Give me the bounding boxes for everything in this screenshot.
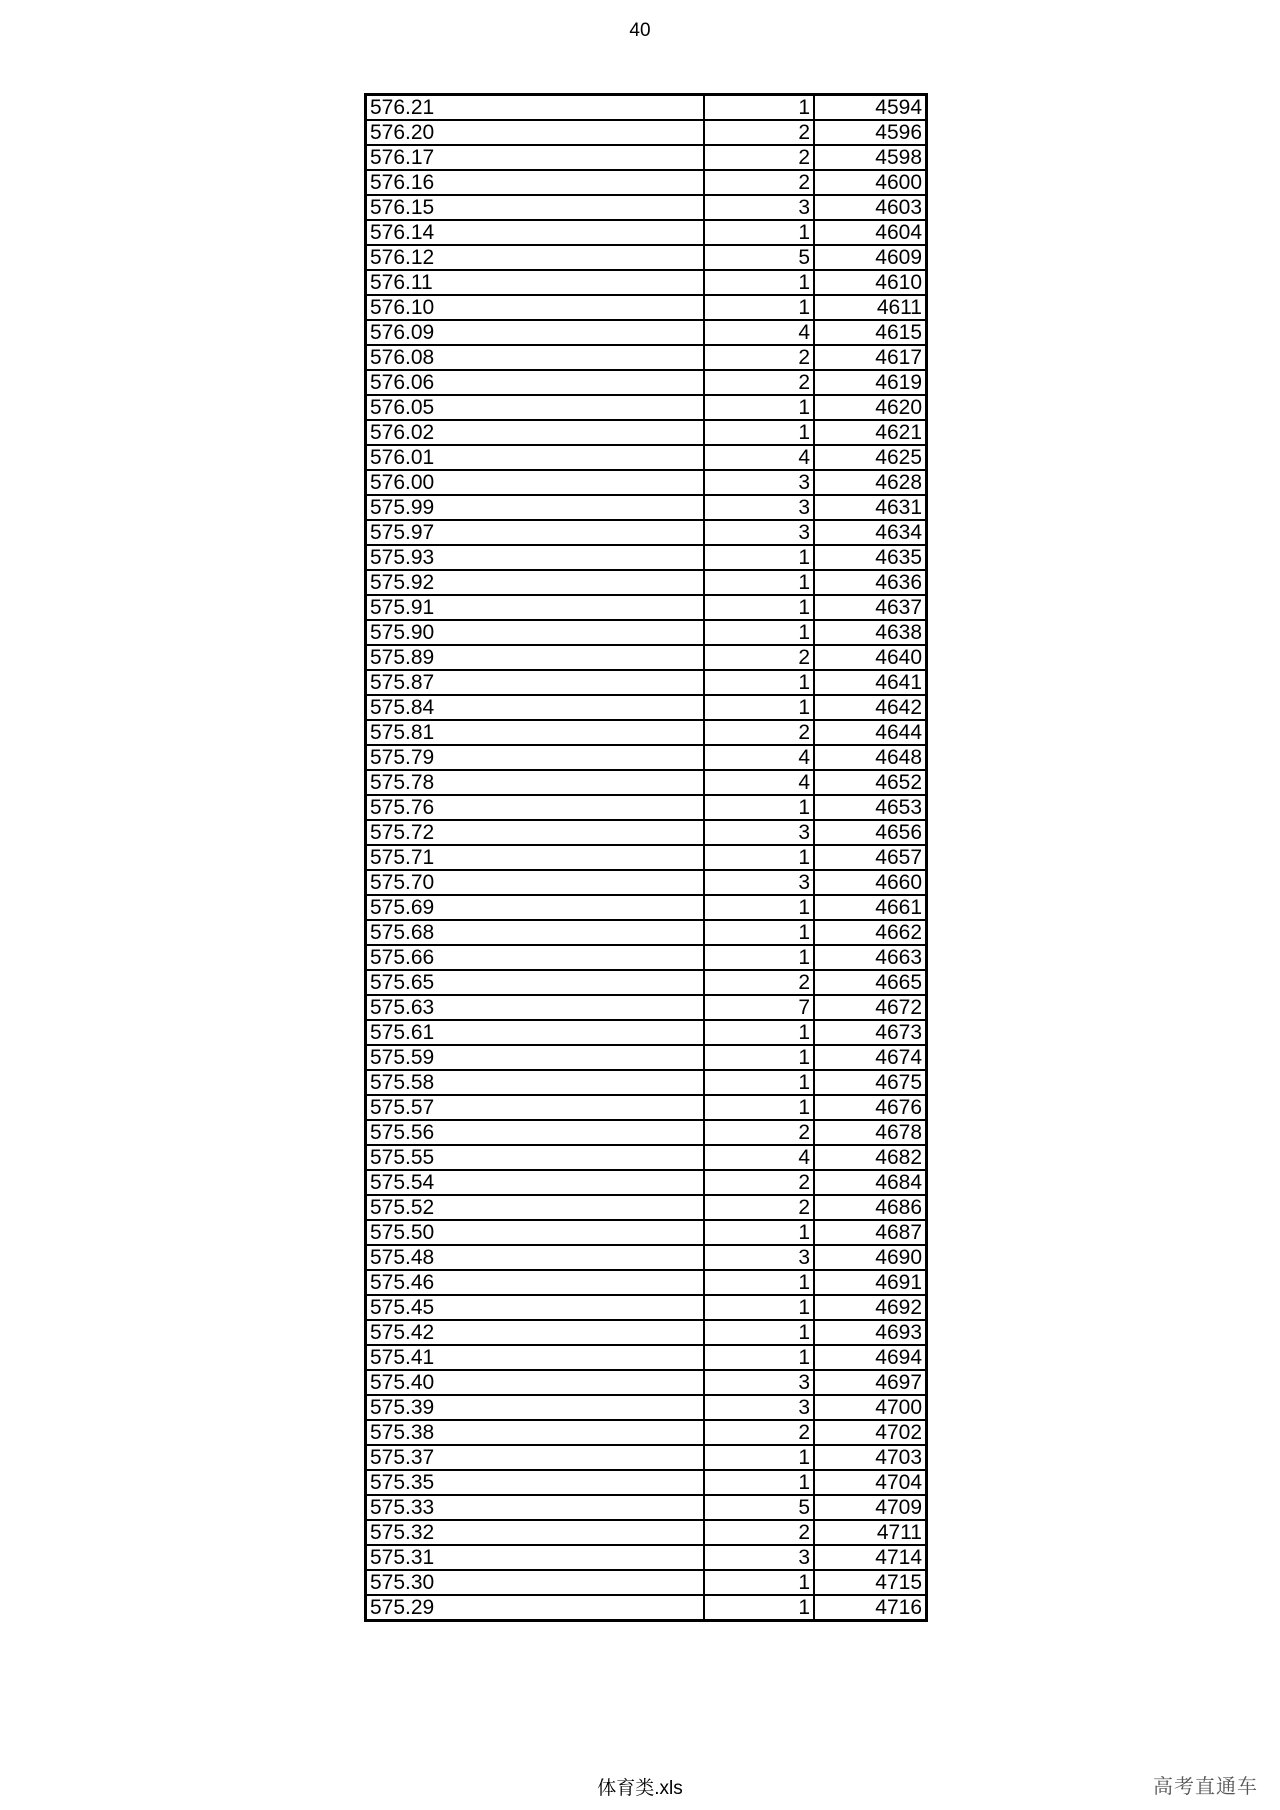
score-cell: 575.87 xyxy=(366,670,705,695)
score-cell: 576.05 xyxy=(366,395,705,420)
table-row xyxy=(366,320,927,345)
score-cell: 575.40 xyxy=(366,1370,705,1395)
count-cell: 1 xyxy=(704,420,814,445)
count-cell: 3 xyxy=(704,470,814,495)
score-cell: 576.09 xyxy=(366,320,705,345)
table-body xyxy=(366,95,927,1621)
score-cell: 576.17 xyxy=(366,145,705,170)
table-row xyxy=(366,1420,927,1445)
cumulative-cell: 4715 xyxy=(814,1570,927,1595)
table-row xyxy=(366,820,927,845)
cumulative-cell: 4661 xyxy=(814,895,927,920)
cumulative-cell: 4600 xyxy=(814,170,927,195)
cumulative-cell: 4674 xyxy=(814,1045,927,1070)
count-cell: 2 xyxy=(704,1520,814,1545)
table-row xyxy=(366,1320,927,1345)
cumulative-cell: 4686 xyxy=(814,1195,927,1220)
table-row xyxy=(366,1120,927,1145)
table-row xyxy=(366,1195,927,1220)
cumulative-cell: 4619 xyxy=(814,370,927,395)
count-cell: 1 xyxy=(704,1320,814,1345)
count-cell: 1 xyxy=(704,920,814,945)
table-row xyxy=(366,1495,927,1520)
table-row xyxy=(366,95,927,121)
score-cell: 575.70 xyxy=(366,870,705,895)
cumulative-cell: 4594 xyxy=(814,95,927,121)
cumulative-cell: 4653 xyxy=(814,795,927,820)
cumulative-cell: 4637 xyxy=(814,595,927,620)
count-cell: 4 xyxy=(704,1145,814,1170)
count-cell: 1 xyxy=(704,1295,814,1320)
count-cell: 1 xyxy=(704,95,814,121)
score-cell: 576.02 xyxy=(366,420,705,445)
cumulative-cell: 4620 xyxy=(814,395,927,420)
score-cell: 575.59 xyxy=(366,1045,705,1070)
count-cell: 3 xyxy=(704,820,814,845)
table-row xyxy=(366,945,927,970)
cumulative-cell: 4676 xyxy=(814,1095,927,1120)
count-cell: 4 xyxy=(704,745,814,770)
cumulative-cell: 4663 xyxy=(814,945,927,970)
score-cell: 575.48 xyxy=(366,1245,705,1270)
score-cell: 575.65 xyxy=(366,970,705,995)
count-cell: 1 xyxy=(704,270,814,295)
count-cell: 1 xyxy=(704,1020,814,1045)
count-cell: 1 xyxy=(704,1470,814,1495)
cumulative-cell: 4638 xyxy=(814,620,927,645)
cumulative-cell: 4603 xyxy=(814,195,927,220)
cumulative-cell: 4709 xyxy=(814,1495,927,1520)
count-cell: 4 xyxy=(704,445,814,470)
score-cell: 575.66 xyxy=(366,945,705,970)
cumulative-cell: 4631 xyxy=(814,495,927,520)
count-cell: 1 xyxy=(704,545,814,570)
table-row xyxy=(366,1445,927,1470)
cumulative-cell: 4604 xyxy=(814,220,927,245)
cumulative-cell: 4690 xyxy=(814,1245,927,1270)
table-row xyxy=(366,195,927,220)
table-row xyxy=(366,145,927,170)
count-cell: 3 xyxy=(704,495,814,520)
score-cell: 575.90 xyxy=(366,620,705,645)
count-cell: 2 xyxy=(704,645,814,670)
cumulative-cell: 4673 xyxy=(814,1020,927,1045)
cumulative-cell: 4697 xyxy=(814,1370,927,1395)
score-cell: 575.46 xyxy=(366,1270,705,1295)
count-cell: 2 xyxy=(704,170,814,195)
cumulative-cell: 4687 xyxy=(814,1220,927,1245)
file-name: 体育类.xls xyxy=(597,1778,683,1799)
count-cell: 2 xyxy=(704,120,814,145)
score-cell: 575.52 xyxy=(366,1195,705,1220)
score-cell: 576.06 xyxy=(366,370,705,395)
score-cell: 576.21 xyxy=(366,95,705,121)
table-row xyxy=(366,245,927,270)
count-cell: 5 xyxy=(704,245,814,270)
cumulative-cell: 4660 xyxy=(814,870,927,895)
cumulative-cell: 4634 xyxy=(814,520,927,545)
count-cell: 1 xyxy=(704,595,814,620)
table-row xyxy=(366,1095,927,1120)
score-table xyxy=(364,93,928,1622)
score-cell: 575.92 xyxy=(366,570,705,595)
score-cell: 575.69 xyxy=(366,895,705,920)
cumulative-cell: 4621 xyxy=(814,420,927,445)
table-row xyxy=(366,495,927,520)
cumulative-cell: 4692 xyxy=(814,1295,927,1320)
score-cell: 575.55 xyxy=(366,1145,705,1170)
score-cell: 575.76 xyxy=(366,795,705,820)
count-cell: 3 xyxy=(704,870,814,895)
count-cell: 1 xyxy=(704,845,814,870)
score-cell: 575.71 xyxy=(366,845,705,870)
cumulative-cell: 4644 xyxy=(814,720,927,745)
count-cell: 4 xyxy=(704,770,814,795)
count-cell: 3 xyxy=(704,1245,814,1270)
score-cell: 575.89 xyxy=(366,645,705,670)
table-row xyxy=(366,970,927,995)
score-cell: 575.58 xyxy=(366,1070,705,1095)
cumulative-cell: 4598 xyxy=(814,145,927,170)
score-cell: 576.01 xyxy=(366,445,705,470)
score-cell: 576.20 xyxy=(366,120,705,145)
table-row xyxy=(366,1245,927,1270)
count-cell: 1 xyxy=(704,895,814,920)
table-row xyxy=(366,795,927,820)
cumulative-cell: 4596 xyxy=(814,120,927,145)
count-cell: 2 xyxy=(704,370,814,395)
table-row xyxy=(366,870,927,895)
table-row xyxy=(366,670,927,695)
score-cell: 576.16 xyxy=(366,170,705,195)
score-cell: 575.97 xyxy=(366,520,705,545)
table-row xyxy=(366,520,927,545)
score-cell: 575.68 xyxy=(366,920,705,945)
count-cell: 2 xyxy=(704,720,814,745)
score-cell: 575.42 xyxy=(366,1320,705,1345)
cumulative-cell: 4694 xyxy=(814,1345,927,1370)
cumulative-cell: 4656 xyxy=(814,820,927,845)
count-cell: 2 xyxy=(704,145,814,170)
table-row xyxy=(366,170,927,195)
cumulative-cell: 4716 xyxy=(814,1595,927,1621)
score-cell: 575.45 xyxy=(366,1295,705,1320)
score-cell: 575.91 xyxy=(366,595,705,620)
watermark: 高考直通车 xyxy=(1153,1776,1258,1798)
count-cell: 7 xyxy=(704,995,814,1020)
score-cell: 575.63 xyxy=(366,995,705,1020)
cumulative-cell: 4617 xyxy=(814,345,927,370)
score-cell: 576.12 xyxy=(366,245,705,270)
count-cell: 3 xyxy=(704,1395,814,1420)
cumulative-cell: 4611 xyxy=(814,295,927,320)
cumulative-cell: 4625 xyxy=(814,445,927,470)
cumulative-cell: 4711 xyxy=(814,1520,927,1545)
table-row xyxy=(366,895,927,920)
score-cell: 575.32 xyxy=(366,1520,705,1545)
score-cell: 575.38 xyxy=(366,1420,705,1445)
count-cell: 2 xyxy=(704,1120,814,1145)
table-row xyxy=(366,1045,927,1070)
table-row xyxy=(366,1570,927,1595)
cumulative-cell: 4665 xyxy=(814,970,927,995)
score-cell: 576.14 xyxy=(366,220,705,245)
count-cell: 1 xyxy=(704,220,814,245)
score-cell: 575.37 xyxy=(366,1445,705,1470)
count-cell: 5 xyxy=(704,1495,814,1520)
table-row xyxy=(366,1270,927,1295)
cumulative-cell: 4635 xyxy=(814,545,927,570)
table-row xyxy=(366,620,927,645)
table-row xyxy=(366,1595,927,1621)
count-cell: 2 xyxy=(704,970,814,995)
score-cell: 575.31 xyxy=(366,1545,705,1570)
cumulative-cell: 4702 xyxy=(814,1420,927,1445)
cumulative-cell: 4682 xyxy=(814,1145,927,1170)
cumulative-cell: 4703 xyxy=(814,1445,927,1470)
count-cell: 1 xyxy=(704,395,814,420)
table-row xyxy=(366,1545,927,1570)
cumulative-cell: 4704 xyxy=(814,1470,927,1495)
table-row xyxy=(366,1145,927,1170)
table-row xyxy=(366,595,927,620)
count-cell: 1 xyxy=(704,1445,814,1470)
table-row xyxy=(366,120,927,145)
table-row xyxy=(366,745,927,770)
cumulative-cell: 4662 xyxy=(814,920,927,945)
table-row xyxy=(366,1395,927,1420)
cumulative-cell: 4636 xyxy=(814,570,927,595)
score-cell: 576.08 xyxy=(366,345,705,370)
cumulative-cell: 4642 xyxy=(814,695,927,720)
count-cell: 1 xyxy=(704,1070,814,1095)
cumulative-cell: 4691 xyxy=(814,1270,927,1295)
table-row xyxy=(366,445,927,470)
cumulative-cell: 4714 xyxy=(814,1545,927,1570)
count-cell: 3 xyxy=(704,1545,814,1570)
table-row xyxy=(366,420,927,445)
score-cell: 575.84 xyxy=(366,695,705,720)
table-row xyxy=(366,1370,927,1395)
cumulative-cell: 4615 xyxy=(814,320,927,345)
score-cell: 575.41 xyxy=(366,1345,705,1370)
score-cell: 575.39 xyxy=(366,1395,705,1420)
table-row xyxy=(366,345,927,370)
count-cell: 1 xyxy=(704,1345,814,1370)
count-cell: 2 xyxy=(704,345,814,370)
table-row xyxy=(366,370,927,395)
table-row xyxy=(366,645,927,670)
score-cell: 575.57 xyxy=(366,1095,705,1120)
table-row xyxy=(366,1295,927,1320)
count-cell: 1 xyxy=(704,295,814,320)
count-cell: 4 xyxy=(704,320,814,345)
cumulative-cell: 4693 xyxy=(814,1320,927,1345)
table-row xyxy=(366,995,927,1020)
count-cell: 1 xyxy=(704,1270,814,1295)
table-row xyxy=(366,1170,927,1195)
score-cell: 575.29 xyxy=(366,1595,705,1621)
score-cell: 575.54 xyxy=(366,1170,705,1195)
score-cell: 575.56 xyxy=(366,1120,705,1145)
table-row xyxy=(366,1345,927,1370)
table-row xyxy=(366,470,927,495)
count-cell: 1 xyxy=(704,1045,814,1070)
score-cell: 575.30 xyxy=(366,1570,705,1595)
table-row xyxy=(366,920,927,945)
count-cell: 2 xyxy=(704,1420,814,1445)
cumulative-cell: 4648 xyxy=(814,745,927,770)
table-row xyxy=(366,720,927,745)
table-row xyxy=(366,1520,927,1545)
count-cell: 1 xyxy=(704,1570,814,1595)
count-cell: 1 xyxy=(704,1595,814,1621)
count-cell: 3 xyxy=(704,1370,814,1395)
cumulative-cell: 4641 xyxy=(814,670,927,695)
count-cell: 1 xyxy=(704,570,814,595)
table-row xyxy=(366,1020,927,1045)
score-cell: 575.72 xyxy=(366,820,705,845)
table-row xyxy=(366,570,927,595)
count-cell: 2 xyxy=(704,1170,814,1195)
page-number: 40 xyxy=(629,20,651,41)
table-row xyxy=(366,1070,927,1095)
score-cell: 576.00 xyxy=(366,470,705,495)
score-cell: 575.35 xyxy=(366,1470,705,1495)
cumulative-cell: 4628 xyxy=(814,470,927,495)
count-cell: 1 xyxy=(704,620,814,645)
count-cell: 1 xyxy=(704,695,814,720)
count-cell: 1 xyxy=(704,1095,814,1120)
score-cell: 575.79 xyxy=(366,745,705,770)
cumulative-cell: 4675 xyxy=(814,1070,927,1095)
score-cell: 575.78 xyxy=(366,770,705,795)
cumulative-cell: 4609 xyxy=(814,245,927,270)
score-cell: 575.99 xyxy=(366,495,705,520)
score-cell: 575.93 xyxy=(366,545,705,570)
score-cell: 575.61 xyxy=(366,1020,705,1045)
score-cell: 575.81 xyxy=(366,720,705,745)
table-row xyxy=(366,545,927,570)
count-cell: 1 xyxy=(704,670,814,695)
count-cell: 1 xyxy=(704,795,814,820)
table-row xyxy=(366,1470,927,1495)
score-cell: 576.10 xyxy=(366,295,705,320)
table-row xyxy=(366,295,927,320)
count-cell: 1 xyxy=(704,1220,814,1245)
cumulative-cell: 4678 xyxy=(814,1120,927,1145)
count-cell: 2 xyxy=(704,1195,814,1220)
score-cell: 576.15 xyxy=(366,195,705,220)
cumulative-cell: 4672 xyxy=(814,995,927,1020)
table-row xyxy=(366,770,927,795)
count-cell: 3 xyxy=(704,195,814,220)
cumulative-cell: 4700 xyxy=(814,1395,927,1420)
score-cell: 575.33 xyxy=(366,1495,705,1520)
score-cell: 575.50 xyxy=(366,1220,705,1245)
score-cell: 576.11 xyxy=(366,270,705,295)
table-row xyxy=(366,1220,927,1245)
count-cell: 1 xyxy=(704,945,814,970)
cumulative-cell: 4610 xyxy=(814,270,927,295)
cumulative-cell: 4640 xyxy=(814,645,927,670)
table-row xyxy=(366,395,927,420)
table-row xyxy=(366,270,927,295)
table-row xyxy=(366,845,927,870)
cumulative-cell: 4684 xyxy=(814,1170,927,1195)
cumulative-cell: 4652 xyxy=(814,770,927,795)
table-row xyxy=(366,220,927,245)
cumulative-cell: 4657 xyxy=(814,845,927,870)
count-cell: 3 xyxy=(704,520,814,545)
table-row xyxy=(366,695,927,720)
